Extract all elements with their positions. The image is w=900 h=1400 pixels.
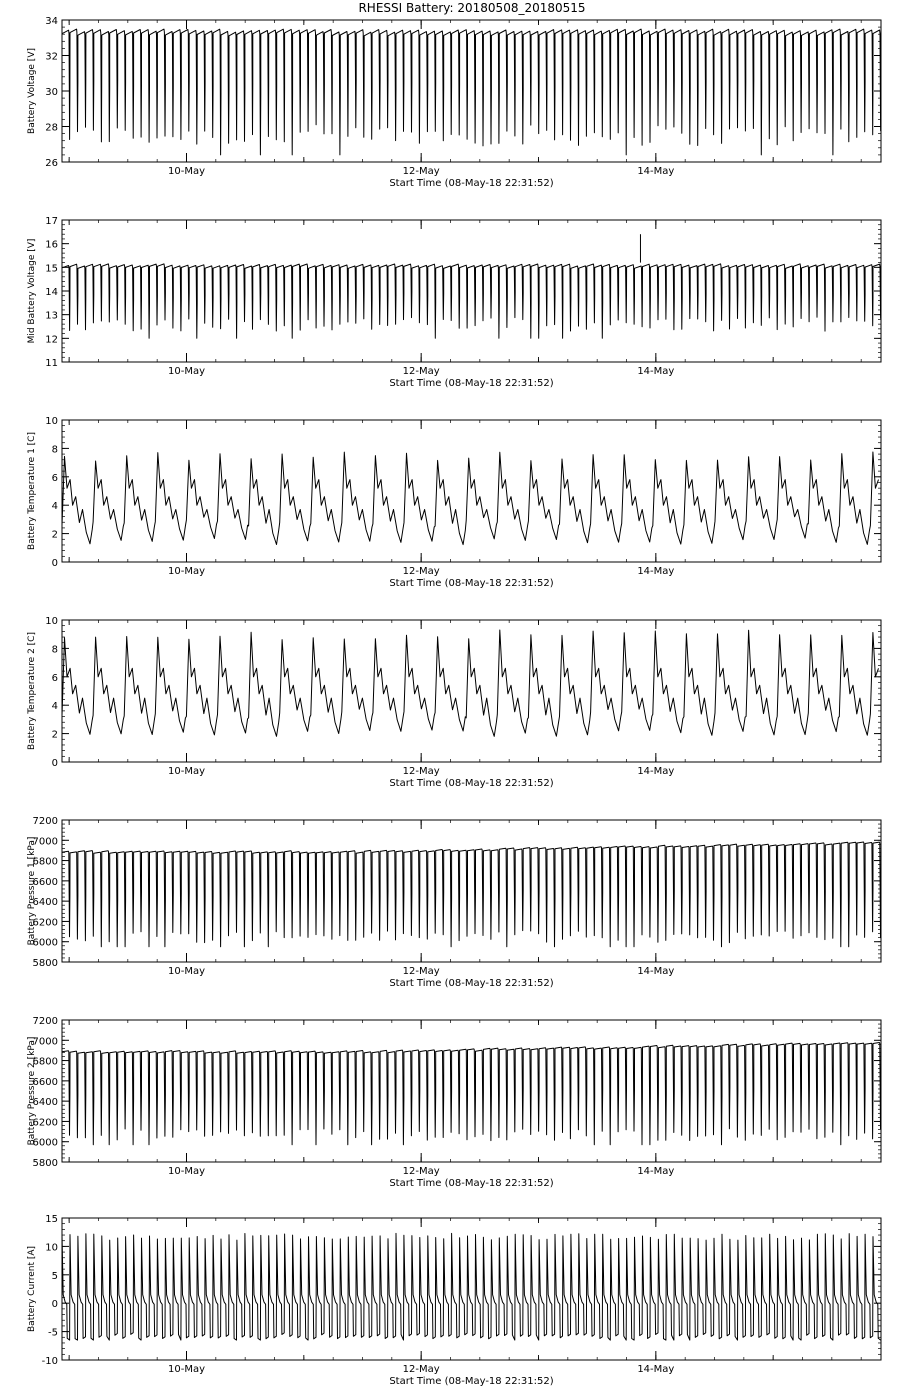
x-tick-label: 12-May (402, 366, 440, 377)
x-axis-label: Start Time (08-May-18 22:31:52) (389, 378, 554, 389)
y-tick-label: 6600 (32, 876, 58, 888)
x-tick-label: 12-May (402, 766, 440, 777)
y-tick-label: 6600 (32, 1076, 58, 1088)
y-tick-label: 5800 (32, 958, 58, 969)
y-tick-label: 7200 (32, 816, 58, 827)
x-tick-label: 12-May (402, 566, 440, 577)
series-line-battery-pressure-1 (62, 842, 881, 947)
y-tick-label: 6800 (32, 856, 58, 868)
y-tick-label: 8 (51, 444, 58, 456)
y-tick-label: 6800 (32, 1056, 58, 1068)
x-tick-label: 12-May (402, 966, 440, 977)
y-tick-label: 6 (51, 672, 58, 684)
y-tick-label: 11 (45, 358, 58, 369)
plot-frame (62, 220, 881, 362)
y-axis-label: Battery Voltage [V] (27, 48, 37, 134)
panel-2 (27, 216, 881, 389)
x-tick-label: 12-May (402, 1166, 440, 1177)
y-tick-label: 5800 (32, 1158, 58, 1169)
y-tick-label: 12 (45, 334, 58, 346)
y-axis-label: Battery Current [A] (27, 1245, 37, 1333)
x-tick-label: 10-May (167, 1364, 206, 1375)
y-tick-label: 4 (51, 501, 58, 513)
panel-1 (27, 16, 881, 189)
y-tick-label: 14 (45, 287, 58, 298)
y-tick-label: 0 (51, 1299, 58, 1311)
x-tick-label: 10-May (167, 166, 206, 177)
y-tick-label: 10 (45, 616, 58, 627)
plot-frame (62, 20, 881, 162)
series-line-battery-current (62, 1233, 881, 1340)
y-tick-label: 6 (51, 472, 58, 484)
y-tick-label: 15 (45, 1214, 58, 1225)
panel-3 (27, 416, 881, 589)
x-axis-label: Start Time (08-May-18 22:31:52) (389, 1376, 554, 1387)
y-tick-label: 7000 (32, 1036, 58, 1048)
x-tick-label: 10-May (167, 366, 206, 377)
y-tick-label: 7200 (32, 1016, 58, 1027)
x-axis-label: Start Time (08-May-18 22:31:52) (389, 178, 554, 189)
y-tick-label: 6000 (32, 937, 58, 949)
x-tick-label: 14-May (637, 966, 675, 977)
y-tick-label: 10 (45, 1242, 58, 1254)
series-line-battery-temperature-2 (62, 630, 879, 736)
x-tick-label: 14-May (637, 1364, 675, 1375)
y-tick-label: 2 (51, 729, 58, 741)
y-tick-label: 7000 (32, 836, 58, 848)
x-tick-label: 10-May (167, 1166, 206, 1177)
plot-frame (62, 1020, 881, 1162)
y-tick-label: 34 (45, 16, 58, 27)
y-tick-label: 2 (51, 529, 58, 541)
y-tick-label: 15 (45, 263, 58, 275)
y-tick-label: 32 (45, 51, 58, 63)
y-tick-label: 28 (45, 122, 58, 134)
x-axis-label: Start Time (08-May-18 22:31:52) (389, 778, 554, 789)
series-line-battery-temperature-1 (62, 452, 879, 545)
x-tick-label: 14-May (637, 1166, 675, 1177)
panel-7 (27, 1214, 881, 1387)
y-tick-label: 0 (51, 758, 58, 769)
y-axis-label: Battery Pressure 1 [kPa] (27, 836, 37, 946)
x-tick-label: 14-May (637, 566, 675, 577)
y-tick-label: 6200 (32, 1117, 58, 1129)
series-line-mid-battery-voltage (62, 264, 881, 338)
x-axis-label: Start Time (08-May-18 22:31:52) (389, 978, 554, 989)
x-tick-label: 10-May (167, 966, 206, 977)
panel-4 (27, 616, 881, 789)
y-tick-label: 6200 (32, 917, 58, 929)
y-tick-label: 0 (51, 558, 58, 569)
y-tick-label: 6400 (32, 1097, 58, 1109)
plot-frame (62, 420, 881, 562)
y-tick-label: 6000 (32, 1137, 58, 1149)
y-axis-label: Mid Battery Voltage [V] (27, 238, 37, 344)
y-tick-label: 16 (45, 239, 58, 251)
series-line-battery-voltage (62, 29, 881, 155)
x-tick-label: 12-May (402, 1364, 440, 1375)
x-tick-label: 12-May (402, 166, 440, 177)
y-tick-label: 10 (45, 416, 58, 427)
series-line-battery-pressure-2 (62, 1043, 881, 1145)
x-tick-label: 14-May (637, 166, 675, 177)
y-tick-label: 17 (45, 216, 58, 227)
figure-title: RHESSI Battery: 20180508_20180515 (358, 1, 586, 15)
y-tick-label: -5 (48, 1327, 58, 1339)
plot-frame (62, 820, 881, 962)
y-tick-label: 4 (51, 701, 58, 713)
x-axis-label: Start Time (08-May-18 22:31:52) (389, 578, 554, 589)
panel-5 (27, 816, 881, 989)
x-tick-label: 14-May (637, 766, 675, 777)
y-tick-label: 6400 (32, 897, 58, 909)
y-tick-label: 8 (51, 644, 58, 656)
x-tick-label: 10-May (167, 566, 206, 577)
y-axis-label: Battery Temperature 1 [C] (27, 432, 37, 550)
x-tick-label: 10-May (167, 766, 206, 777)
y-tick-label: 30 (45, 87, 58, 98)
plot-frame (62, 1218, 881, 1360)
y-tick-label: 26 (45, 158, 58, 169)
panel-6 (27, 1016, 881, 1189)
y-tick-label: 5 (51, 1270, 58, 1282)
x-tick-label: 14-May (637, 366, 675, 377)
y-axis-label: Battery Pressure 2 [kPa] (27, 1036, 37, 1146)
y-tick-label: 13 (45, 310, 58, 322)
y-axis-label: Battery Temperature 2 [C] (27, 632, 37, 750)
x-axis-label: Start Time (08-May-18 22:31:52) (389, 1178, 554, 1189)
y-tick-label: -10 (41, 1356, 58, 1367)
